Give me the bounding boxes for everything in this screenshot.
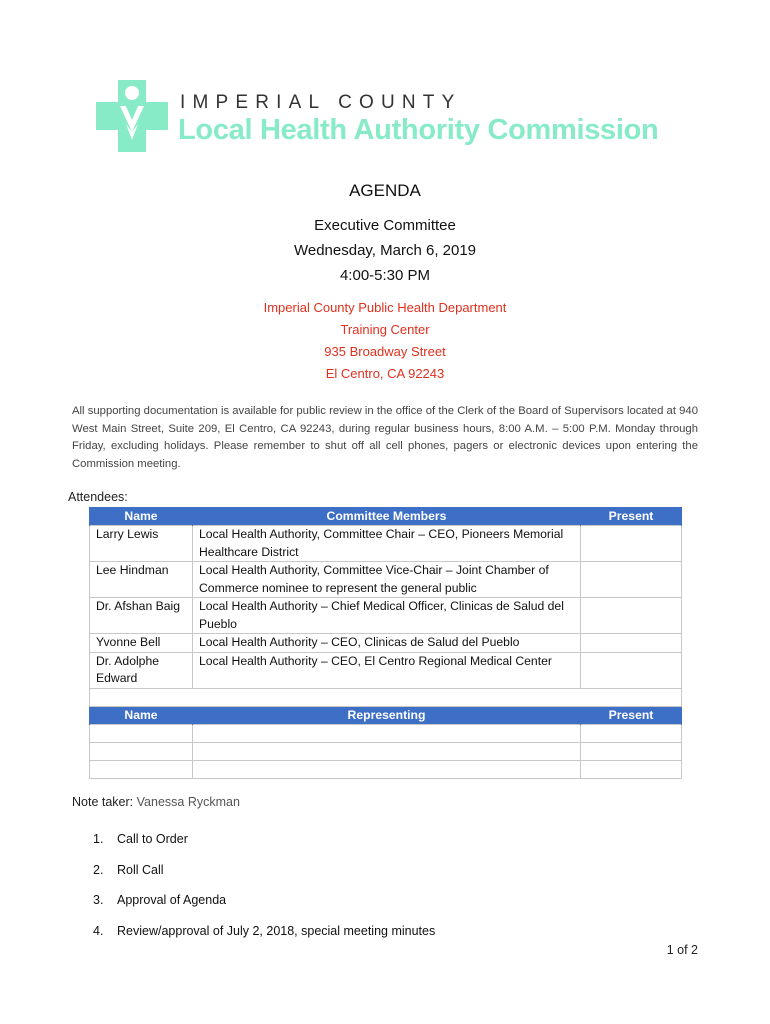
member-present-cell (581, 634, 682, 653)
list-item (93, 830, 435, 861)
org-name-line2: Local Health Authority Commission (178, 114, 659, 146)
note-taker-label: Note taker: (72, 795, 134, 809)
public-notice: All supporting documentation is available for public review in the office of the Clerk of the Board of Supervisors located at 940 West Main Street, Suite 209, El Centro, CA 92243, during regular business hours, 8:00 A.M. – 5:00 P.M. Monday through Friday, excluding holidays. Please remember to shut off all cell phones, pagers or electronic devices upon entering the Commission meeting. (72, 405, 698, 470)
member-name: Dr. Adolphe Edward (90, 652, 193, 688)
location-line-1: Imperial County Public Health Department (263, 300, 507, 315)
spacer-cell (90, 688, 682, 706)
page-title: AGENDA (349, 181, 421, 200)
guest-representing-cell (193, 724, 581, 742)
table-row (90, 760, 682, 778)
member-name: Larry Lewis (90, 526, 193, 562)
column-header-committee-members: Committee Members (193, 508, 581, 526)
location-line-2: Training Center (340, 322, 430, 337)
member-role: Local Health Authority – Chief Medical Officer, Clinicas de Salud del Pueblo (193, 598, 581, 634)
table-row (90, 652, 682, 688)
member-present-cell (581, 526, 682, 562)
note-taker (72, 795, 240, 809)
column-header-name: Name (90, 508, 193, 526)
health-cross-logo-icon (96, 80, 168, 152)
table-row (90, 742, 682, 760)
commission-logo (96, 80, 696, 160)
guest-present-cell (581, 760, 682, 778)
member-role: Local Health Authority – CEO, El Centro Regional Medical Center (193, 652, 581, 688)
list-item (93, 891, 435, 922)
member-name: Yvonne Bell (90, 634, 193, 653)
table-row (90, 526, 682, 562)
item-number: 4. (93, 923, 104, 938)
spacer-row (90, 688, 682, 706)
table-row (90, 562, 682, 598)
location-line-4: El Centro, CA 92243 (325, 366, 445, 381)
note-taker-name: Vanessa Ryckman (136, 795, 240, 809)
guest-representing-cell (193, 742, 581, 760)
column-header-present: Present (581, 508, 682, 526)
guest-name-cell (90, 760, 193, 778)
guest-present-cell (581, 742, 682, 760)
member-present-cell (581, 598, 682, 634)
item-text: Approval of Agenda (117, 893, 227, 907)
item-number: 2. (93, 862, 104, 877)
member-present-cell (581, 562, 682, 598)
agenda-item-list (93, 830, 435, 952)
table-row (90, 598, 682, 634)
column-header-representing: Representing (193, 706, 581, 724)
column-header-present: Present (581, 706, 682, 724)
item-number: 1. (93, 832, 104, 846)
meeting-time: 4:00-5:30 PM (339, 267, 431, 284)
table-row (90, 724, 682, 742)
members-header-row (90, 508, 682, 526)
guest-representing-cell (193, 760, 581, 778)
meeting-date: Wednesday, March 6, 2019 (293, 242, 477, 259)
location-line-3: 935 Broadway Street (324, 344, 446, 359)
list-item (93, 922, 435, 953)
guest-name-cell (90, 742, 193, 760)
item-text: Call to Order (117, 832, 188, 846)
item-number: 3. (93, 893, 104, 907)
item-text: Review/approval of July 2, 2018, special meeting minutes (117, 923, 436, 938)
org-name-line1: IMPERIAL COUNTY (180, 92, 462, 113)
member-name: Dr. Afshan Baig (90, 598, 193, 634)
member-present-cell (581, 652, 682, 688)
member-role: Local Health Authority, Committee Vice-Chair – Joint Chamber of Commerce nominee to represent the general public (193, 562, 581, 598)
guest-name-cell (90, 724, 193, 742)
member-name: Lee Hindman (90, 562, 193, 598)
item-text: Roll Call (117, 862, 164, 877)
guests-header-row (90, 706, 682, 724)
member-role: Local Health Authority, Committee Chair – CEO, Pioneers Memorial Healthcare District (193, 526, 581, 562)
column-header-name: Name (90, 706, 193, 724)
guest-present-cell (581, 724, 682, 742)
list-item (93, 861, 435, 892)
attendees-table (89, 507, 682, 779)
attendees-label: Attendees: (68, 490, 128, 504)
member-role: Local Health Authority – CEO, Clinicas de Salud del Pueblo (193, 634, 581, 653)
table-row (90, 634, 682, 653)
committee-name: Executive Committee (314, 217, 456, 234)
page-number: 1 of 2 (666, 943, 698, 957)
